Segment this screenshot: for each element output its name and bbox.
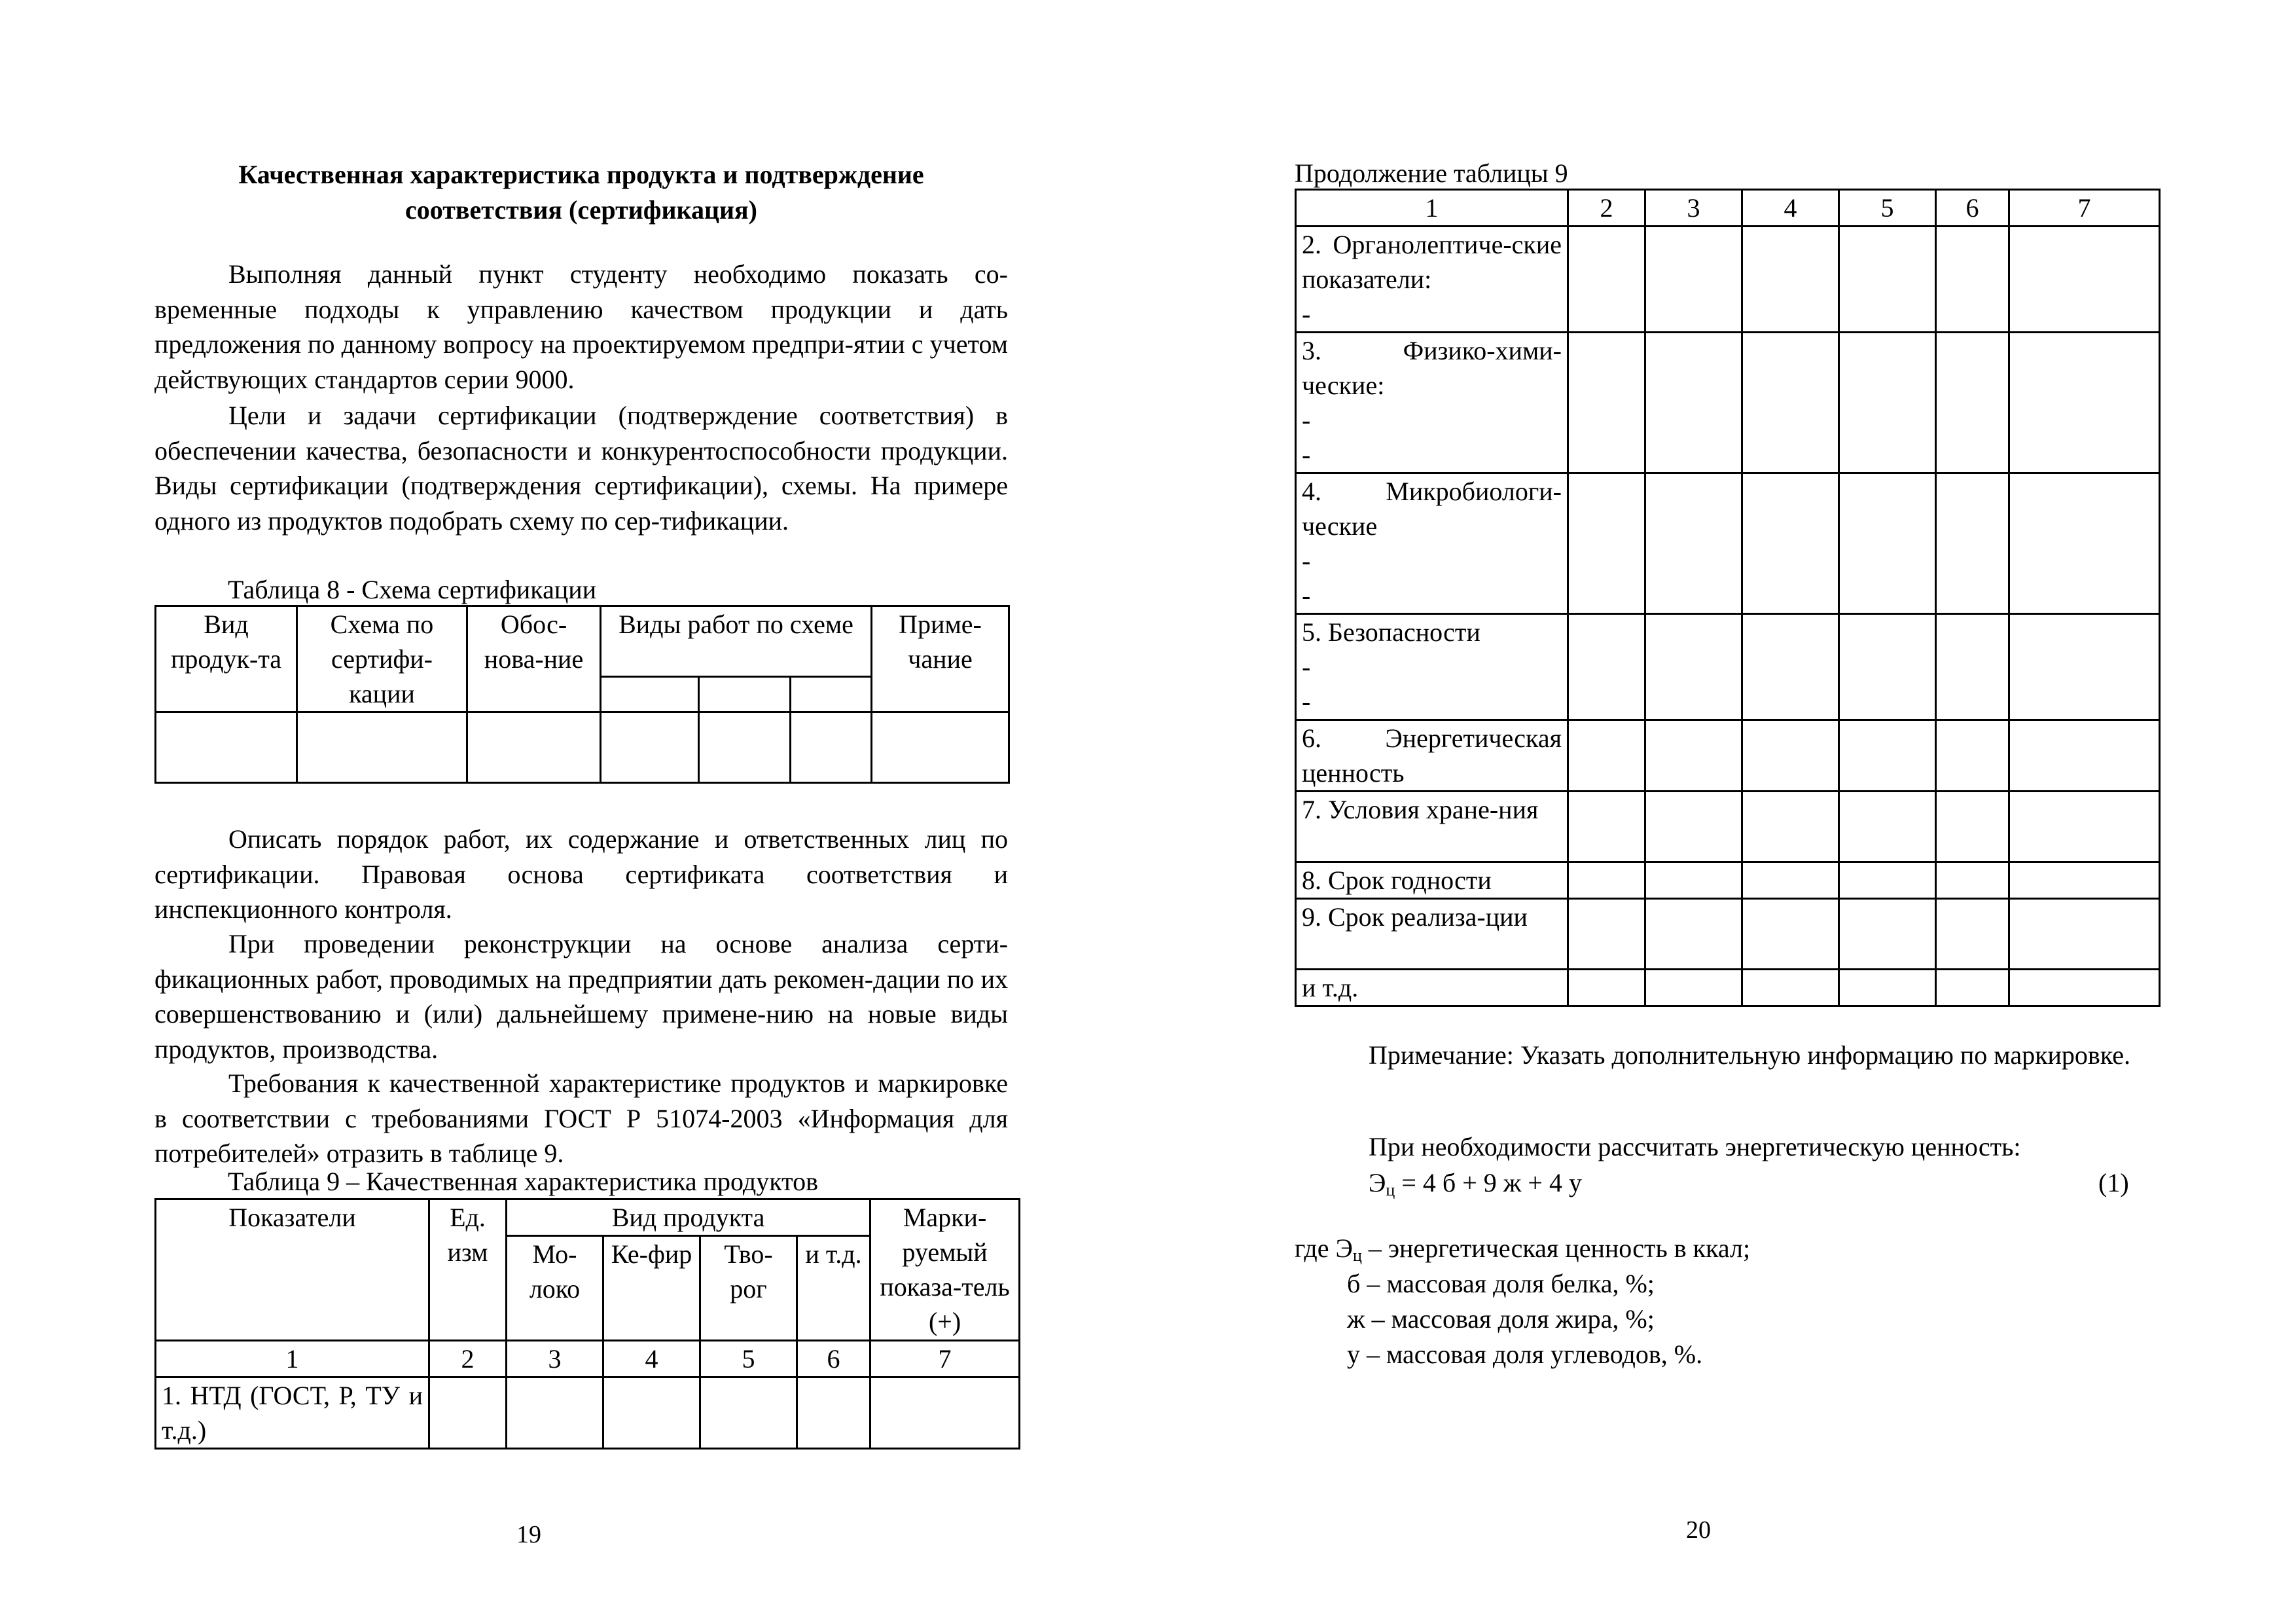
continuation-cell — [1645, 227, 1742, 333]
table-8 — [154, 605, 1010, 784]
continuation-cell — [1742, 970, 1839, 1006]
paragraph-5: Требования к качественной характеристике продуктов и маркировке в соответствии с требованиями ГОСТ Р 51074-2003 «Информация для потребителей» отразить в таблице 9. — [154, 1068, 1008, 1168]
continuation-cell — [1839, 720, 1936, 792]
table8-header-basis: Обос-нова-ние — [467, 606, 601, 712]
continuation-row — [1296, 970, 2160, 1006]
table-9-continuation — [1295, 189, 2161, 1007]
continuation-row-label — [1296, 333, 1568, 473]
row-label-text: 3. Физико-хими-ческие: — [1302, 336, 1562, 400]
continuation-cell — [2009, 614, 2160, 720]
table9-col-number: 7 — [870, 1341, 1020, 1377]
row-label-text: 2. Органолептиче-ские показатели: — [1302, 230, 1562, 294]
continuation-cell — [1568, 614, 1645, 720]
continuation-cell — [1936, 473, 2009, 614]
paragraph-4: При проведении реконструкции на основе анализа серти-фикационных работ, проводимых на предприятии дать рекомен-дации по их совершенствованию и (или) дальнейшему примене-нию на новые виды продуктов, производства. — [154, 929, 1008, 1064]
continuation-row-label — [1296, 970, 1568, 1006]
table9-cell — [507, 1377, 603, 1449]
continuation-cell — [1742, 227, 1839, 333]
continuation-col-number: 6 — [1936, 190, 2009, 227]
table9-header-product-type: Вид продукта — [507, 1199, 870, 1236]
continuation-cell — [1568, 227, 1645, 333]
continuation-row — [1296, 473, 2160, 614]
continuation-cell — [1936, 862, 2009, 899]
continuation-cell — [1839, 227, 1936, 333]
continuation-caption: Продолжение таблицы 9 — [1295, 158, 1568, 188]
table9-col-number: 3 — [507, 1341, 603, 1377]
continuation-cell — [1645, 899, 1742, 970]
row-label-text: 7. Условия хране-ния — [1302, 795, 1539, 824]
table9-header-kefir: Ке-фир — [603, 1236, 700, 1341]
continuation-cell — [1839, 862, 1936, 899]
continuation-cell — [1568, 720, 1645, 792]
continuation-row-label — [1296, 227, 1568, 333]
paragraph-2: Цели и задачи сертификации (подтверждение соответствия) в обеспечении качества, безопасности и конкурентоспособности продукции. Виды сертификации (подтверждения сертификации), схемы. На примере одного из продуктов подобрать схему по сер-тификации. — [154, 401, 1008, 536]
continuation-cell — [1839, 970, 1936, 1006]
continuation-row — [1296, 614, 2160, 720]
continuation-cell — [1936, 792, 2009, 862]
row-dash: - — [1302, 652, 1311, 682]
continuation-cell — [1742, 333, 1839, 473]
table8-cell — [467, 712, 601, 783]
continuation-cell — [1645, 473, 1742, 614]
continuation-cell — [2009, 862, 2160, 899]
continuation-cell — [1936, 227, 2009, 333]
continuation-row — [1296, 792, 2160, 862]
table8-cell — [601, 712, 699, 783]
continuation-cell — [1839, 473, 1936, 614]
table8-caption: Таблица 8 - Схема сертификации — [228, 575, 597, 604]
continuation-row-label — [1296, 614, 1568, 720]
continuation-cell — [2009, 333, 2160, 473]
continuation-row — [1296, 899, 2160, 970]
continuation-cell — [1568, 899, 1645, 970]
table9-cell — [603, 1377, 700, 1449]
table9-caption: Таблица 9 – Качественная характеристика продуктов — [228, 1167, 818, 1196]
continuation-cell — [1742, 899, 1839, 970]
legend-protein: б – массовая доля белка, %; — [1347, 1269, 1655, 1298]
marking-note: Примечание: Указать дополнительную информацию по маркировке. — [1369, 1040, 2131, 1070]
continuation-cell — [1839, 333, 1936, 473]
continuation-cell — [1936, 970, 2009, 1006]
continuation-col-number: 5 — [1839, 190, 1936, 227]
row-label-text: 5. Безопасности — [1302, 617, 1480, 647]
row-dash: - — [1302, 546, 1311, 575]
table9-cell — [700, 1377, 797, 1449]
table9-col-number: 5 — [700, 1341, 797, 1377]
table8-cell — [872, 712, 1009, 783]
continuation-cell — [1936, 333, 2009, 473]
continuation-cell — [1839, 899, 1936, 970]
section-heading — [154, 157, 1008, 228]
continuation-cell — [1645, 792, 1742, 862]
continuation-cell — [1568, 862, 1645, 899]
energy-formula: $Э_ц = 4$ б + 9 ж + 4 у — [1369, 1168, 1582, 1199]
row-dash: - — [1302, 687, 1311, 716]
continuation-cell — [1936, 720, 2009, 792]
continuation-cell — [1936, 899, 2009, 970]
continuation-cell — [1568, 792, 1645, 862]
row-dash: - — [1302, 440, 1311, 469]
continuation-col-number: 2 — [1568, 190, 1645, 227]
table8-header-note: Приме-чание — [872, 606, 1009, 712]
paragraph-3: Описать порядок работ, их содержание и ответственных лиц по сертификации. Правовая основа сертификата соответствия и инспекционного контроля. — [154, 824, 1008, 924]
continuation-cell — [2009, 970, 2160, 1006]
row-dash: - — [1302, 581, 1311, 610]
continuation-row — [1296, 227, 2160, 333]
legend-fat: ж – массовая доля жира, %; — [1347, 1304, 1655, 1334]
table8-subcell — [791, 677, 872, 712]
continuation-cell — [1645, 720, 1742, 792]
continuation-col-number: 1 — [1296, 190, 1568, 227]
table8-cell — [297, 712, 467, 783]
continuation-cell — [1645, 970, 1742, 1006]
continuation-col-number: 7 — [2009, 190, 2160, 227]
table9-row-label: 1. НТД (ГОСТ, Р, ТУ и т.д.) — [156, 1377, 429, 1449]
continuation-cell — [1742, 720, 1839, 792]
table9-cell — [429, 1377, 507, 1449]
continuation-cell — [1742, 862, 1839, 899]
page-number-left: 19 — [516, 1521, 541, 1548]
continuation-cell — [1645, 333, 1742, 473]
table8-cell — [156, 712, 297, 783]
continuation-cell — [1742, 473, 1839, 614]
continuation-cell — [2009, 227, 2160, 333]
table9-header-unit: Ед. изм — [429, 1199, 507, 1341]
continuation-cell — [2009, 899, 2160, 970]
legend-carbs: у – массовая доля углеводов, %. — [1347, 1340, 1703, 1369]
table8-subcell — [699, 677, 791, 712]
heading-line-2: соответствия (сертификация) — [404, 195, 757, 225]
table9-header-indicators: Показатели — [156, 1199, 429, 1341]
continuation-cell — [1742, 792, 1839, 862]
row-dash: - — [1302, 405, 1311, 435]
continuation-col-number: 3 — [1645, 190, 1742, 227]
continuation-cell — [1568, 970, 1645, 1006]
continuation-cell — [1742, 614, 1839, 720]
paragraph-1: Выполняя данный пункт студенту необходимо показать со-временные подходы к управлению качеством продукции и дать предложения по данному вопросу на проектируемом предпри-ятии с учетом действующих стандартов серии 9000. — [154, 259, 1008, 394]
continuation-col-number: 4 — [1742, 190, 1839, 227]
table8-cell — [791, 712, 872, 783]
table9-col-number: 2 — [429, 1341, 507, 1377]
table9-header-milk: Мо-локо — [507, 1236, 603, 1341]
continuation-cell — [1839, 614, 1936, 720]
continuation-row-label — [1296, 899, 1568, 970]
table9-header-marked: Марки-руемый показа-тель (+) — [870, 1199, 1020, 1341]
table8-header-works: Виды работ по схеме — [601, 606, 872, 677]
continuation-row-label — [1296, 792, 1568, 862]
continuation-row — [1296, 720, 2160, 792]
row-label-text: 6. Энергетическая ценность — [1302, 723, 1562, 788]
formula-where: где $Э_ц$ – энергетическая ценность в ккал; — [1295, 1233, 1751, 1265]
energy-intro: При необходимости рассчитать энергетическую ценность: — [1369, 1132, 2021, 1161]
page-number-right: 20 — [1686, 1516, 1711, 1544]
continuation-cell — [2009, 720, 2160, 792]
row-label-text: 9. Срок реализа-ции — [1302, 902, 1528, 932]
table8-header-product: Вид продук-та — [156, 606, 297, 712]
table9-cell — [797, 1377, 870, 1449]
table8-header-scheme: Схема по сертифи-кации — [297, 606, 467, 712]
row-label-text: и т.д. — [1302, 973, 1359, 1002]
table9-col-number: 1 — [156, 1341, 429, 1377]
continuation-cell — [1568, 333, 1645, 473]
row-dash: - — [1302, 299, 1311, 329]
table9-cell — [870, 1377, 1020, 1449]
continuation-cell — [1645, 862, 1742, 899]
table9-col-number: 4 — [603, 1341, 700, 1377]
continuation-cell — [1839, 792, 1936, 862]
continuation-cell — [2009, 792, 2160, 862]
continuation-row-label — [1296, 720, 1568, 792]
continuation-cell — [1936, 614, 2009, 720]
table8-subcell — [601, 677, 699, 712]
formula-number: (1) — [2098, 1168, 2129, 1197]
continuation-row-label — [1296, 862, 1568, 899]
row-label-text: 8. Срок годности — [1302, 866, 1492, 895]
continuation-cell — [1568, 473, 1645, 614]
table9-header-etc: и т.д. — [797, 1236, 870, 1341]
heading-line-1: Качественная характеристика продукта и подтверждение — [238, 160, 924, 189]
continuation-row — [1296, 862, 2160, 899]
continuation-row — [1296, 333, 2160, 473]
row-label-text: 4. Микробиологи-ческие — [1302, 477, 1562, 541]
table-9 — [154, 1198, 1020, 1450]
table9-col-number: 6 — [797, 1341, 870, 1377]
table9-header-tvorog: Тво-рог — [700, 1236, 797, 1341]
continuation-cell — [1645, 614, 1742, 720]
table8-cell — [699, 712, 791, 783]
continuation-cell — [2009, 473, 2160, 614]
continuation-row-label — [1296, 473, 1568, 614]
